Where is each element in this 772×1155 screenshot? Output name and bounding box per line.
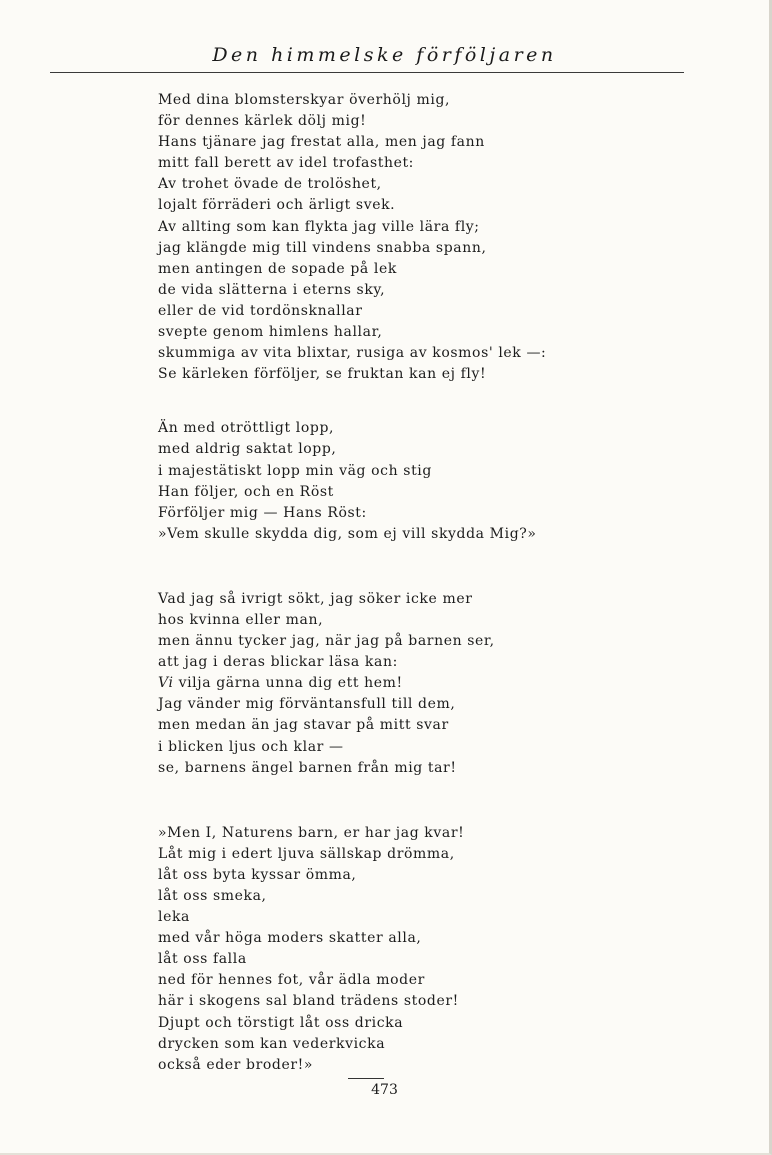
poem-line: Hans tjänare jag frestat alla, men jag fann (158, 134, 485, 151)
poem-line: »Men I, Naturens barn, er har jag kvar! (158, 824, 465, 841)
poem-line: men medan än jag stavar på mitt svar (158, 717, 449, 734)
stanza-3 (158, 589, 618, 779)
poem-line: Se kärleken förföljer, se fruktan kan ej fly! (158, 366, 487, 383)
page-number-rule (348, 1078, 384, 1079)
poem-line: Jag vänder mig förväntansfull till dem, (158, 696, 456, 713)
poem-line: de vida slätterna i eterns sky, (158, 281, 386, 298)
poem-line: Förföljer mig — Hans Röst: (158, 504, 367, 521)
poem-line: leka (158, 909, 190, 926)
line-rest: vilja gärna unna dig ett hem! (173, 675, 403, 692)
poem-line: Med dina blomsterskyar överhölj mig, (158, 92, 451, 108)
poem-line: Låt mig i edert ljuva sällskap drömma, (158, 845, 455, 862)
poem-line: i majestätiskt lopp min väg och stig (158, 462, 432, 479)
poem-line: Av allting som kan flykta jag ville lära fly; (158, 218, 480, 235)
poem-line: lojalt förräderi och ärligt svek. (158, 197, 396, 214)
stanza-break (158, 545, 618, 589)
poem-line: drycken som kan vederkvicka (158, 1035, 386, 1052)
poem-line: jag klängde mig till vindens snabba spann, (158, 239, 487, 256)
poem-line: låt oss falla (158, 951, 247, 968)
poem-line: för dennes kärlek dölj mig! (158, 113, 367, 130)
poem-line: hos kvinna eller man, (158, 611, 324, 628)
poem-line: med aldrig saktat lopp, (158, 441, 337, 458)
italic-word: Vi (158, 675, 174, 692)
poem-line: »Vem skulle skydda dig, som ej vill skydda Mig?» (158, 525, 537, 542)
stanza-break (158, 385, 618, 418)
poem-line: med vår höga moders skatter alla, (158, 930, 422, 947)
poem-line: se, barnens ängel barnen från mig tar! (158, 759, 457, 776)
poem-line: mitt fall berett av idel trofasthet: (158, 155, 415, 172)
poem-line-italic-lead (158, 673, 618, 694)
poem-line: skummiga av vita blixtar, rusiga av kosmos' lek —: (158, 345, 547, 362)
poem-line: också eder broder!» (158, 1056, 314, 1073)
poem-body (158, 90, 618, 1076)
poem-line: Vad jag så ivrigt sökt, jag söker icke mer (158, 590, 473, 607)
stanza-2 (158, 418, 618, 545)
poem-line: men ännu tycker jag, när jag på barnen ser, (158, 633, 495, 650)
stanza-1 (158, 90, 618, 385)
poem-line: låt oss smeka, (158, 888, 267, 904)
poem-line: Av trohet övade de trolöshet, (158, 176, 382, 193)
poem-line: svepte genom himlens hallar, (158, 324, 383, 341)
poem-line: här i skogens sal bland trädens stoder! (158, 993, 459, 1010)
poem-line: låt oss byta kyssar ömma, (158, 866, 357, 883)
poem-line: Än med otröttligt lopp, (158, 420, 335, 437)
poem-line: Han följer, och en Röst (158, 483, 334, 500)
running-title: Den himmelske förföljaren (212, 44, 557, 66)
poem-line: Djupt och törstigt låt oss dricka (158, 1014, 404, 1031)
page-number: 473 (371, 1082, 398, 1098)
poem-line: ned för hennes fot, vår ädla moder (158, 972, 425, 989)
stanza-4 (158, 823, 618, 1076)
poem-line: men antingen de sopade på lek (158, 260, 397, 277)
stanza-break (158, 779, 618, 823)
poem-line: att jag i deras blickar läsa kan: (158, 654, 398, 671)
poem-line: i blicken ljus och klar — (158, 738, 344, 755)
poem-line: eller de vid tordönsknallar (158, 302, 363, 319)
header-rule (50, 72, 684, 73)
